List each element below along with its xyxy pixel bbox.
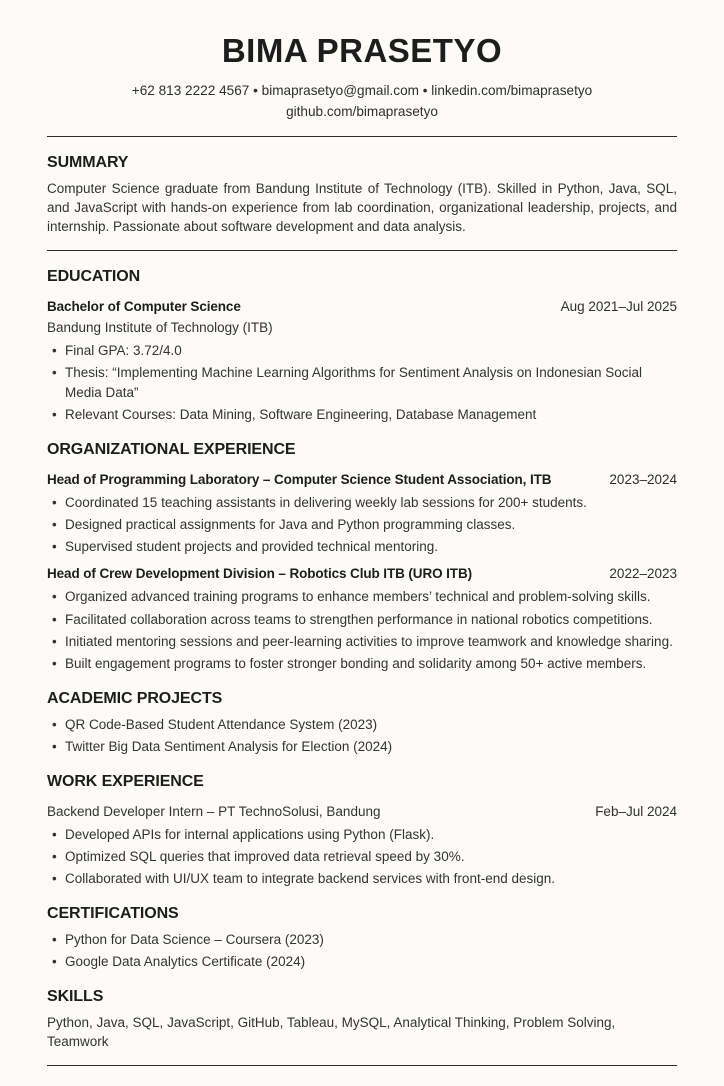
skills-heading: SKILLS (47, 988, 104, 1006)
education-heading: EDUCATION (47, 268, 141, 286)
work-entry-head (47, 802, 677, 821)
divider-after-skills (47, 1065, 677, 1066)
bullet-item: • Supervised student projects and provided technical mentoring. (47, 537, 677, 556)
experience-entry-1-head (47, 470, 677, 489)
experience-entry-1 (47, 470, 677, 557)
experience-entry-1-title: Head of Programming Laboratory – Computer Science Student Association, ITB (47, 471, 552, 487)
school-name: Bandung Institute of Technology (ITB) (47, 320, 273, 336)
work-heading: WORK EXPERIENCE (47, 773, 204, 791)
experience-entry-1-dates: 2023–2024 (609, 471, 677, 487)
bullet-item: • Optimized SQL queries that improved data retrieval speed by 30%. (47, 847, 677, 866)
bullet-item: • Built engagement programs to foster stronger bonding and solidarity among 50+ active members. (47, 654, 677, 673)
bullet-item: • Organized advanced training programs to enhance members’ technical and problem-solving skills. (47, 587, 677, 606)
bullet-item: • Coordinated 15 teaching assistants in delivering weekly lab sessions for 200+ students. (47, 493, 677, 512)
experience-entry-1-bullet-list (47, 493, 677, 556)
work-entry-title: Backend Developer Intern – PT TechnoSolusi, Bandung (47, 803, 381, 819)
bullet-item: • Twitter Big Data Sentiment Analysis for Election (2024) (47, 737, 677, 756)
section-skills (47, 986, 677, 1051)
experience-entry-2-title: Head of Crew Development Division – Robotics Club ITB (URO ITB) (47, 566, 472, 582)
bullet-item: • Collaborated with UI/UX team to integrate backend services with front-end design. (47, 869, 677, 888)
experience-entry-2-bullet-list (47, 587, 677, 673)
resume-header (47, 32, 677, 122)
summary-text: Computer Science graduate from Bandung Institute of Technology (ITB). Skilled in Python, Java, SQL, and JavaScript with hands-on experience from lab coordination, organizational leadership, projects, and internship. Passionate about software development and data analysis. (47, 180, 677, 235)
bullet-item: • Thesis: “Implementing Machine Learning Algorithms for Sentiment Analysis on Indonesian Social Media Data” (47, 363, 677, 401)
contact-line-2: github.com/bimaprasetyo (286, 104, 438, 119)
work-entry-dates: Feb–Jul 2024 (595, 803, 677, 819)
contact-line-1: +62 813 2222 4567 • bimaprasetyo@gmail.com • linkedin.com/bimaprasetyo (131, 82, 593, 98)
bullet-item: • Designed practical assignments for Java and Python programming classes. (47, 515, 677, 534)
degree-title: Bachelor of Computer Science (47, 298, 241, 314)
bullet-item: • Relevant Courses: Data Mining, Software Engineering, Database Management (47, 405, 677, 424)
experience-entry-2-dates: 2022–2023 (609, 566, 677, 582)
certifications-heading: CERTIFICATIONS (47, 905, 179, 923)
skills-text: Python, Java, SQL, JavaScript, GitHub, Tableau, MySQL, Analytical Thinking, Problem Solving, Teamwork (47, 1015, 616, 1050)
bullet-item: • Developed APIs for internal applications using Python (Flask). (47, 825, 677, 844)
section-work-experience (47, 771, 677, 888)
section-education (47, 266, 677, 424)
organizational-heading: ORGANIZATIONAL EXPERIENCE (47, 440, 296, 458)
education-dates: Aug 2021–Jul 2025 (560, 298, 677, 314)
experience-entry-2-head (47, 564, 677, 583)
projects-bullet-list (47, 715, 677, 756)
bullet-item: • Python for Data Science – Coursera (2023) (47, 930, 677, 949)
education-bullet-list (47, 341, 677, 424)
education-entry-head (47, 297, 677, 316)
bullet-item: • Initiated mentoring sessions and peer-learning activities to improve teamwork and knowledge sharing. (47, 632, 677, 651)
contact-info (47, 80, 677, 122)
section-summary (47, 152, 677, 236)
candidate-name: BIMA PRASETYO (221, 32, 503, 69)
divider-after-summary (47, 250, 677, 251)
summary-heading: SUMMARY (47, 154, 129, 172)
certifications-bullet-list (47, 930, 677, 971)
bullet-item: • QR Code-Based Student Attendance System (2023) (47, 715, 677, 734)
section-certifications (47, 903, 677, 971)
bullet-item: • Final GPA: 3.72/4.0 (47, 341, 677, 360)
section-organizational-experience (47, 439, 677, 673)
bullet-item: • Facilitated collaboration across teams to strengthen performance in national robotics competitions. (47, 610, 677, 629)
bullet-item: • Google Data Analytics Certificate (2024) (47, 952, 677, 971)
divider-after-header (47, 136, 677, 137)
experience-entry-2 (47, 564, 677, 673)
section-academic-projects (47, 688, 677, 756)
work-bullet-list (47, 825, 677, 888)
projects-heading: ACADEMIC PROJECTS (47, 690, 223, 708)
